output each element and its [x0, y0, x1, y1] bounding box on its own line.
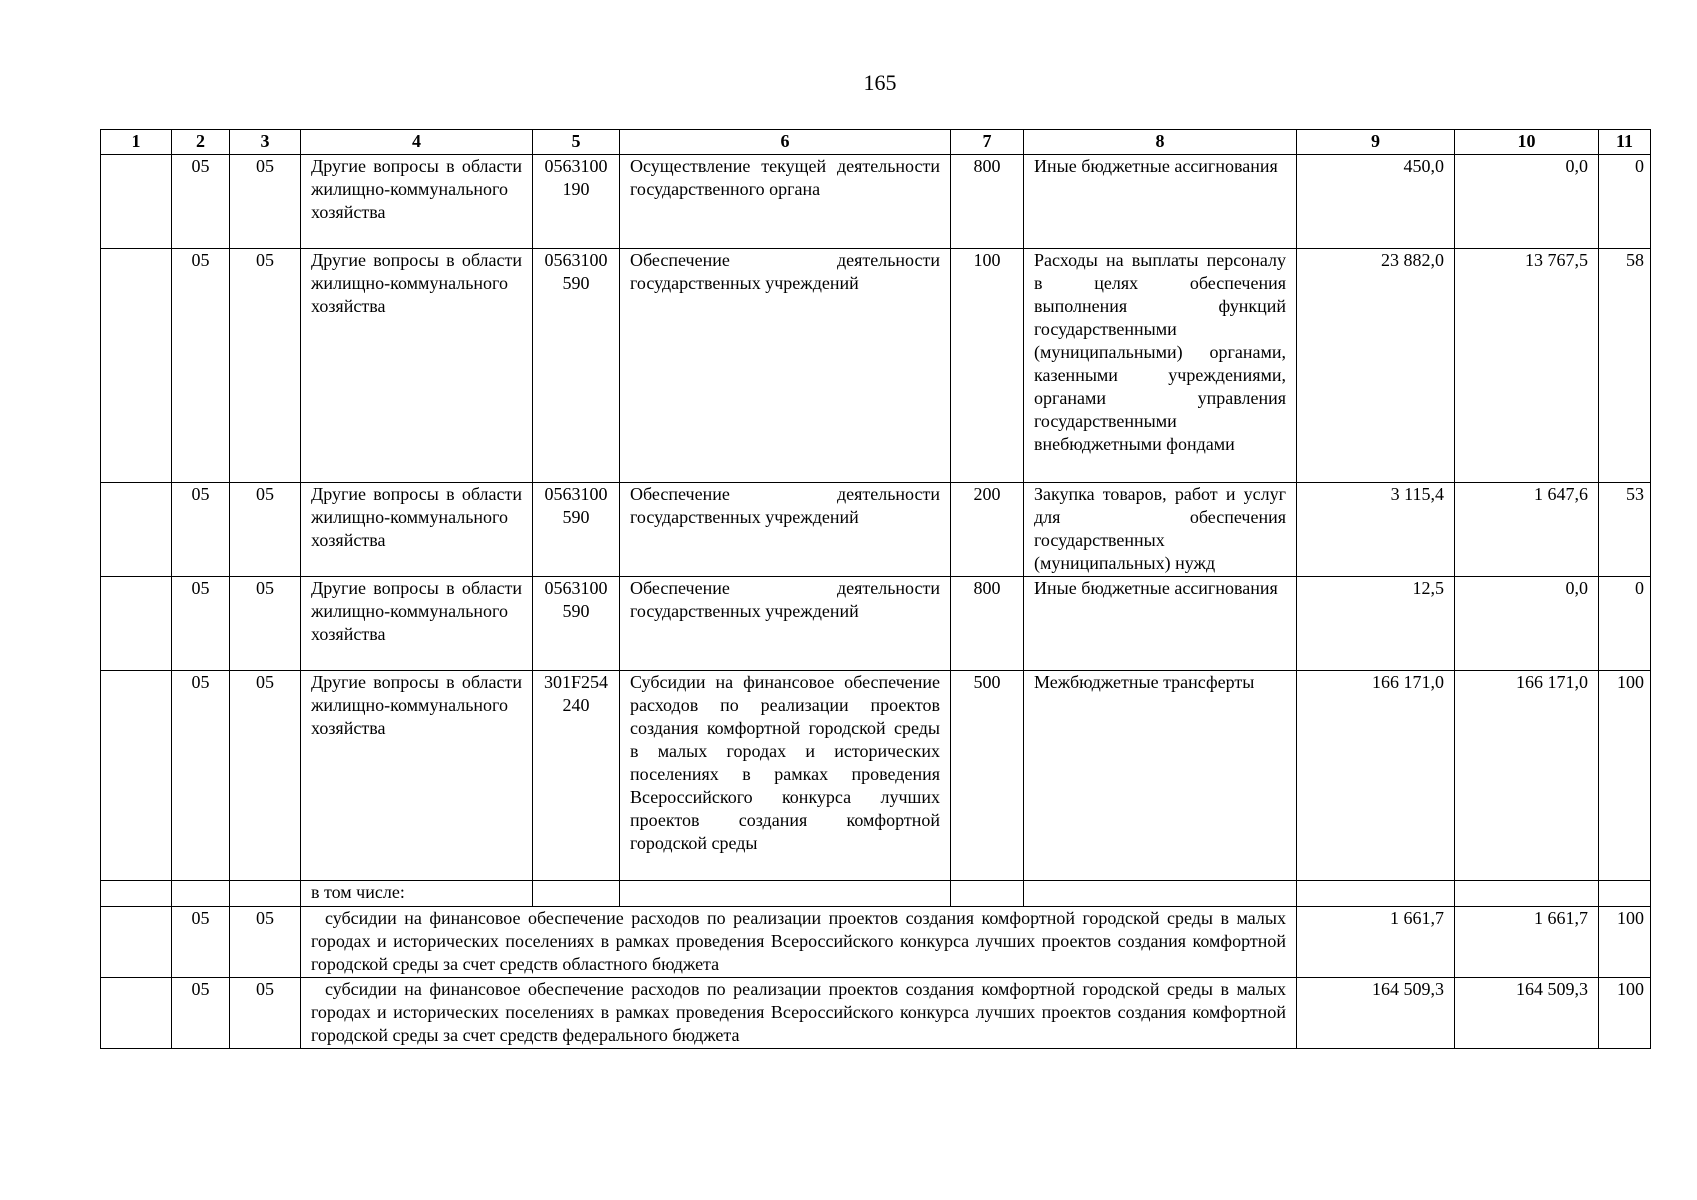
budget-table: [100, 129, 1651, 1049]
empty-cell: [1455, 881, 1599, 907]
cell-section: 05: [172, 249, 230, 483]
cell-subsection: 05: [230, 249, 301, 483]
cell-expense-name: Иные бюджетные ассигнования: [1024, 155, 1297, 249]
cell-subsection: 05: [230, 671, 301, 881]
cell-section: 05: [172, 483, 230, 577]
empty-cell: [620, 881, 951, 907]
empty-cell: [951, 881, 1024, 907]
cell-target-code: 0563100590: [533, 249, 620, 483]
cell-expense-name: Закупка товаров, работ и услуг для обеспечения государственных (муниципальных) нужд: [1024, 483, 1297, 577]
empty-cell: [172, 881, 230, 907]
cell-number: [101, 155, 172, 249]
column-header-11: 11: [1599, 130, 1651, 155]
column-header-10: 10: [1455, 130, 1599, 155]
column-header-6: 6: [620, 130, 951, 155]
cell-target-code: 0563100190: [533, 155, 620, 249]
cell-expense-type: 800: [951, 577, 1024, 671]
subsidy-description-text: субсидии на финансовое обеспечение расходов по реализации проектов создания комфортной городской среды в малых городах и исторических поселениях в рамках проведения Всероссийского конкурса лучших проектов создания комфортной городской среды за счет средств областного бюджета: [311, 908, 1286, 974]
cell-target-name: Обеспечение деятельности государственных учреждений: [620, 249, 951, 483]
cell-section: 05: [172, 577, 230, 671]
header-row: [101, 130, 1651, 155]
cell-percent: 58: [1599, 249, 1651, 483]
cell-actual: 164 509,3: [1455, 978, 1599, 1049]
sub-row: [101, 978, 1651, 1049]
cell-section-name: Другие вопросы в области жилищно-коммунального хозяйства: [301, 249, 533, 483]
empty-cell: [1297, 881, 1455, 907]
cell-expense-name: Расходы на выплаты персоналу в целях обеспечения выполнения функций государственными (муниципальными) органами, казенными учреждениями, органами управления государственными внебюджетными фондами: [1024, 249, 1297, 483]
cell-section-name: Другие вопросы в области жилищно-коммунального хозяйства: [301, 155, 533, 249]
cell-plan: 164 509,3: [1297, 978, 1455, 1049]
empty-cell: [101, 881, 172, 907]
including-row: [101, 881, 1651, 907]
cell-section: 05: [172, 155, 230, 249]
cell-subsidy-description: [301, 978, 1297, 1049]
subsidy-description-text: субсидии на финансовое обеспечение расходов по реализации проектов создания комфортной городской среды в малых городах и исторических поселениях в рамках проведения Всероссийского конкурса лучших проектов создания комфортной городской среды за счет средств федерального бюджета: [311, 979, 1286, 1045]
column-header-2: 2: [172, 130, 230, 155]
page-number: 165: [863, 70, 897, 95]
table-row: [101, 577, 1651, 671]
column-header-9: 9: [1297, 130, 1455, 155]
column-header-7: 7: [951, 130, 1024, 155]
cell-target-name: Субсидии на финансовое обеспечение расходов по реализации проектов создания комфортной городской среды в малых городах и исторических поселениях в рамках проведения Всероссийского конкурса лучших проектов создания комфортной городской среды: [620, 671, 951, 881]
cell-section: 05: [172, 978, 230, 1049]
cell-number: [101, 249, 172, 483]
cell-percent: 53: [1599, 483, 1651, 577]
cell-plan: 12,5: [1297, 577, 1455, 671]
cell-number: [101, 577, 172, 671]
cell-plan: 23 882,0: [1297, 249, 1455, 483]
cell-expense-type: 500: [951, 671, 1024, 881]
cell-section: 05: [172, 907, 230, 978]
table-row: [101, 155, 1651, 249]
empty-cell: [1024, 881, 1297, 907]
cell-number: [101, 483, 172, 577]
cell-section-name: Другие вопросы в области жилищно-коммунального хозяйства: [301, 577, 533, 671]
including-label: в том числе:: [301, 881, 533, 907]
cell-target-name: Осуществление текущей деятельности государственного органа: [620, 155, 951, 249]
table-row: [101, 249, 1651, 483]
cell-expense-type: 800: [951, 155, 1024, 249]
column-header-3: 3: [230, 130, 301, 155]
empty-cell: [533, 881, 620, 907]
cell-plan: 166 171,0: [1297, 671, 1455, 881]
cell-actual: 1 647,6: [1455, 483, 1599, 577]
cell-percent: 0: [1599, 577, 1651, 671]
empty-cell: [101, 978, 172, 1049]
cell-plan: 3 115,4: [1297, 483, 1455, 577]
cell-number: [101, 671, 172, 881]
column-header-1: 1: [101, 130, 172, 155]
cell-plan: 1 661,7: [1297, 907, 1455, 978]
column-header-5: 5: [533, 130, 620, 155]
cell-expense-type: 100: [951, 249, 1024, 483]
column-header-4: 4: [301, 130, 533, 155]
cell-subsection: 05: [230, 907, 301, 978]
cell-expense-type: 200: [951, 483, 1024, 577]
cell-expense-name: Иные бюджетные ассигнования: [1024, 577, 1297, 671]
cell-percent: 100: [1599, 978, 1651, 1049]
table-row: [101, 671, 1651, 881]
cell-target-code: 301F254240: [533, 671, 620, 881]
cell-plan: 450,0: [1297, 155, 1455, 249]
cell-target-code: 0563100590: [533, 483, 620, 577]
cell-actual: 0,0: [1455, 155, 1599, 249]
empty-cell: [101, 907, 172, 978]
cell-percent: 100: [1599, 671, 1651, 881]
table-row: [101, 483, 1651, 577]
cell-target-code: 0563100590: [533, 577, 620, 671]
cell-subsection: 05: [230, 155, 301, 249]
cell-target-name: Обеспечение деятельности государственных учреждений: [620, 483, 951, 577]
cell-section-name: Другие вопросы в области жилищно-коммунального хозяйства: [301, 671, 533, 881]
cell-percent: 100: [1599, 907, 1651, 978]
cell-subsection: 05: [230, 577, 301, 671]
cell-section: 05: [172, 671, 230, 881]
cell-subsidy-description: [301, 907, 1297, 978]
column-header-8: 8: [1024, 130, 1297, 155]
cell-target-name: Обеспечение деятельности государственных учреждений: [620, 577, 951, 671]
empty-cell: [230, 881, 301, 907]
cell-actual: 166 171,0: [1455, 671, 1599, 881]
cell-subsection: 05: [230, 978, 301, 1049]
sub-row: [101, 907, 1651, 978]
cell-actual: 1 661,7: [1455, 907, 1599, 978]
cell-section-name: Другие вопросы в области жилищно-коммунального хозяйства: [301, 483, 533, 577]
cell-percent: 0: [1599, 155, 1651, 249]
cell-actual: 0,0: [1455, 577, 1599, 671]
empty-cell: [1599, 881, 1651, 907]
cell-actual: 13 767,5: [1455, 249, 1599, 483]
cell-expense-name: Межбюджетные трансферты: [1024, 671, 1297, 881]
cell-subsection: 05: [230, 483, 301, 577]
